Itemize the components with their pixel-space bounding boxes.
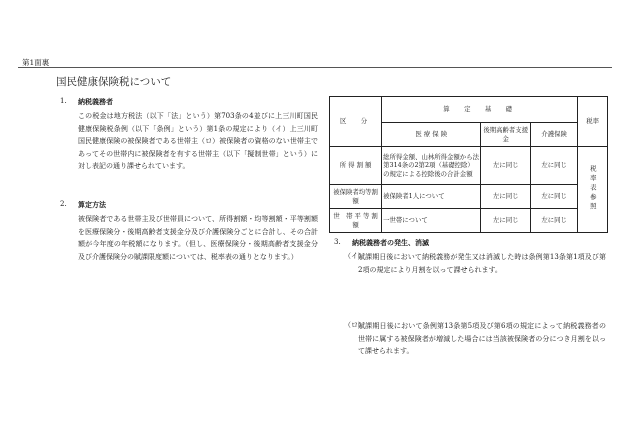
section3-heading: 納税義務者の発生、消滅 <box>352 238 429 247</box>
table-cell-elderly: 左に同じ <box>481 185 531 209</box>
table-cell-care: 左に同じ <box>531 147 578 185</box>
table-cell-care: 左に同じ <box>531 209 578 233</box>
table-header-category: 区 分 <box>330 97 382 147</box>
rate-note: 税率表参照 <box>588 164 597 212</box>
table-subheader-elderly: 後期高齢者支援金 <box>481 123 531 147</box>
section3-number: 3. <box>334 238 341 246</box>
table-cell-elderly: 左に同じ <box>481 209 531 233</box>
section2-heading: 算定方法 <box>78 200 106 209</box>
table-row-label: 所 得 割 額 <box>330 147 382 185</box>
table-rate-note-cell <box>578 147 608 233</box>
section3-item-ro: 賦課期日後において条例第13条第5項及び第6項の規定によって納税義務者の世帯に属する被保険者が増減した場合には当該被保険者の分につき月割を以って課せられます。 <box>358 322 606 356</box>
section3-item-ro-mark: （ロ） <box>344 321 365 329</box>
table-cell-medical: 一世帯について <box>382 209 481 233</box>
table-cell-medical: 総所得金額、山林所得金額から法第314条の2第2項（基礎控除）の規定による控除後の合計金額 <box>382 147 481 185</box>
table-cell-care: 左に同じ <box>531 185 578 209</box>
tax-basis-table <box>329 96 608 233</box>
table-cell-medical: 被保険者1人について <box>382 185 481 209</box>
page-label: 第1面裏 <box>22 58 50 67</box>
table-subheader-medical: 医 療 保 険 <box>382 123 481 147</box>
table-row-label: 被保険者均等割額 <box>330 185 382 209</box>
page-title: 国民健康保険税について <box>56 76 172 88</box>
section2-number: 2. <box>60 200 67 208</box>
table-row-label: 世 帯 平 等 割 額 <box>330 209 382 233</box>
table-cell-elderly: 左に同じ <box>481 147 531 185</box>
section2-body: 被保険者である世帯主及び世帯員について、所得割額・均等割額・平等割額を医療保険分・後期高齢者支援金分及び介護保険分ごとに合計し、その合計額が今年度の年税額になります。（但し、医療保険分・後期高齢者支援金分及び介護保険分の賦課限度額については、税率表の通りとなります。） <box>78 215 318 261</box>
section3-item-i: 賦課期日後において納税義務が発生又は消滅した時は条例第13条第1項及び第2項の規定により月割を以って課せられます。 <box>358 253 606 274</box>
table-header-basis: 算 定 基 礎 <box>382 97 578 123</box>
header-divider <box>18 67 612 68</box>
section3-item-i-mark: （イ） <box>344 252 365 260</box>
section1-heading: 納税義務者 <box>78 97 113 106</box>
table-subheader-care: 介護保険 <box>531 123 578 147</box>
section1-body: この税金は地方税法（以下「法」という）第703条の4並びに上三川町国民健康保険税条例（以下「条例」という）第1条の規定により（イ）上三川町国民健康保険の被保険者である世帯主（ロ）被保険者の資格のない世帯主であってその世帯内に被保険者を有する世帯主（以下「擬制世帯」という）に対し表記の通り課せられています。 <box>78 112 318 171</box>
section1-number: 1. <box>60 97 67 105</box>
table-header-rate: 税率 <box>578 97 608 147</box>
